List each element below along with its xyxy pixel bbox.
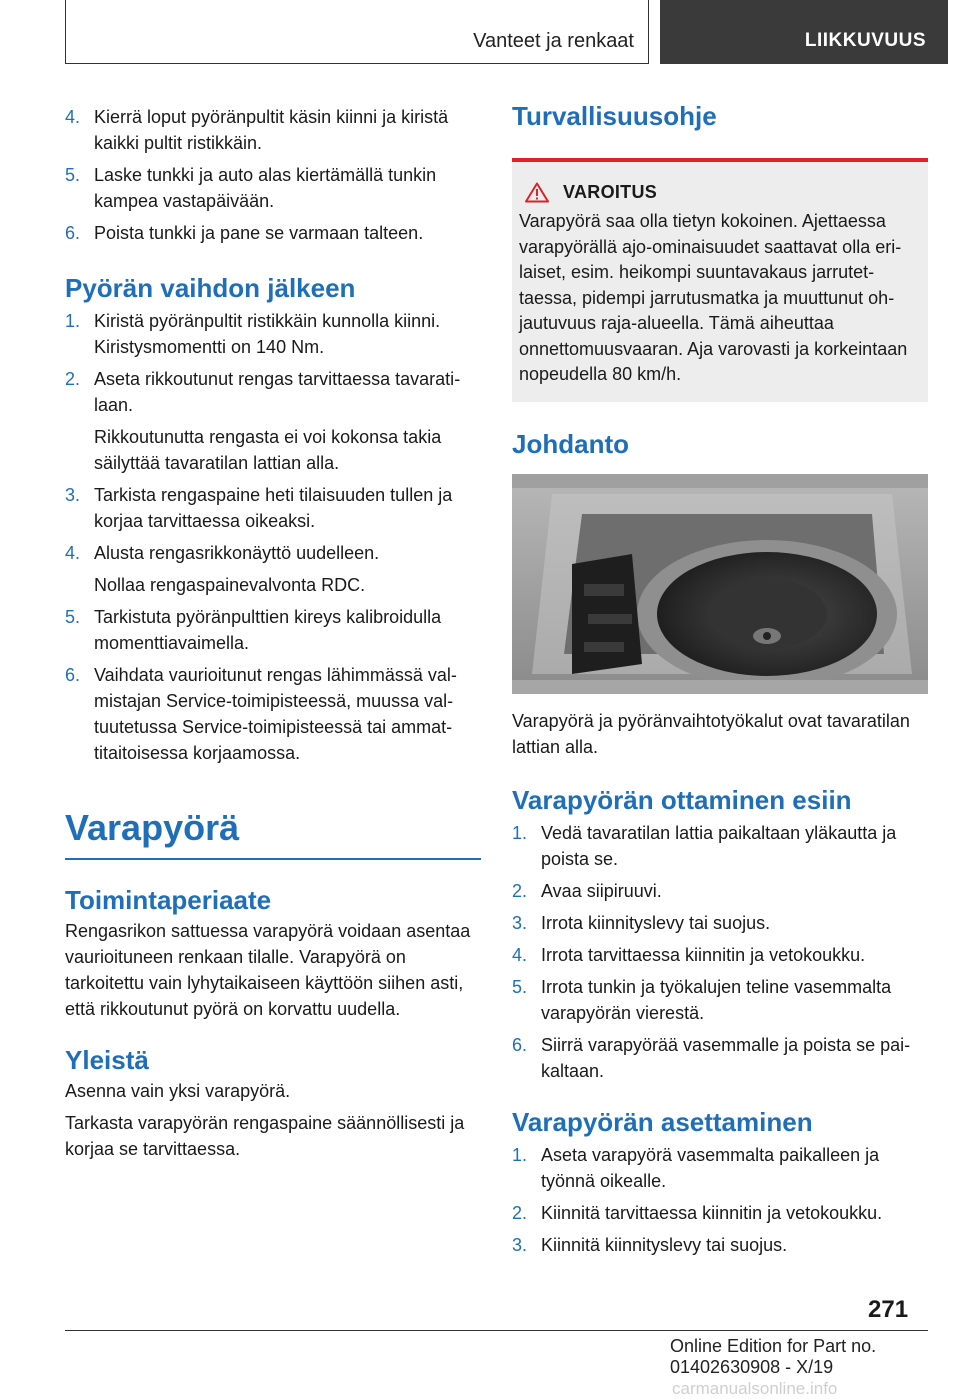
intro-heading: Johdanto [512,428,629,459]
general-text-2: Tarkasta varapyörän rengaspaine säännöllisesti ja korjaa se tarvittaessa. [65,1112,465,1159]
list-item: 4. Alusta rengasrikkonäyttö uudelleen. Nollaa rengaspainevalvonta RDC. [65,543,380,595]
list-item: 6. Siirrä varapyörää vasemmalle ja poista se paikaltaan. [512,1034,911,1081]
warning-title-row [519,182,920,203]
header-chapter-tab [660,0,948,64]
page-number: 271 [868,1296,909,1323]
footer-rule [65,1330,928,1331]
section-title: Vanteet ja renkaat [473,30,634,52]
list-item: 6. Vaihdata vaurioitunut rengas lähimmässä valmistajan Service-toimipisteessä, muussa valtuutetussa Service-toimipisteessä tai ammattitaitoisessa korjaamossa. [65,665,457,763]
list-item: 4. Kierrä loput pyöränpultit käsin kiinni ja kiristä kaikki pultit ristikkäin. [65,107,449,153]
edition-text: Online Edition for Part no. 01402630908 - X/19 [670,1336,877,1377]
after-change-list [65,308,481,766]
top-steps-list [65,104,481,246]
list-item: 6. Poista tunkki ja pane se varmaan talteen. [65,223,424,243]
spare-wheel-photo [512,474,928,694]
chapter-title: LIIKKUVUUS [804,30,926,51]
list-item: 5. Tarkistuta pyöränpulttien kireys kalibroidulla momenttiavaimella. [65,607,442,653]
after-change-heading: Pyörän vaihdon jälkeen [65,273,356,303]
watermark-text: carmanualsonline.info [672,1379,838,1398]
principle-text: Rengasrikon sattuessa varapyörä voidaan asentaa vaurioituneen renkaan tilalle. Varapyörä on tarkoitettu vain lyhytaikaiseen käyttöön siihen asti, että rikkoutunut pyörä on korvattu uudella. [65,920,471,1019]
list-item: 3. Tarkista rengaspaine heti tilaisuuden tullen ja korjaa tarvittaessa oikeaksi. [65,485,453,531]
left-column [65,104,481,1162]
footer-edition [670,1336,960,1399]
list-item: 1. Vedä tavaratilan lattia paikaltaan yläkautta ja poista se. [512,822,897,869]
fit-heading: Varapyörän asettaminen [512,1106,813,1137]
general-text-1: Asenna vain yksi varapyörä. [65,1080,291,1101]
list-item: 2. Avaa siipiruuvi. [512,880,662,901]
remove-steps-list [512,820,928,1084]
principle-heading: Toimintaperiaate [65,884,272,915]
warning-title: VAROITUS [563,182,658,202]
right-column [512,100,928,1264]
list-item: 1. Kiristä pyöränpultit ristikkäin kunnolla kiinni. Kiristysmomentti on 140 Nm. [65,311,441,357]
list-item: 2. Kiinnitä tarvittaessa kiinnitin ja vetokoukku. [512,1202,883,1223]
warning-box [512,158,928,402]
photo-caption: Varapyörä ja pyöränvaihtotyökalut ovat tavaratilan lattian alla. [512,710,910,757]
safety-heading: Turvallisuusohje [512,101,717,131]
fit-steps-list [512,1142,928,1258]
general-heading: Yleistä [65,1044,149,1075]
list-item: 1. Aseta varapyörä vasemmalta paikalleen ja työnnä oikealle. [512,1144,880,1191]
warning-text: Varapyörä saa olla tietyn kokoinen. Ajettaessa varapyörällä ajo-ominaisuudet saattavat olla erilaiset, esim. heikompi suuntavakaus jarrutettaessa, pidempi jarrutusmatka ja muuttunut ohjautuvuus raja-alueella. Tämä aiheuttaa onnettomuusvaaran. Aja varovasti ja korkeintaan nopeudella 80 km/h. [519,211,908,384]
list-item: 5. Irrota tunkin ja työkalujen teline vasemmalta varapyörän vierestä. [512,976,892,1023]
list-item: 3. Irrota kiinnityslevy tai suojus. [512,912,771,933]
remove-heading: Varapyörän ottaminen esiin [512,784,852,815]
header-section-tab [65,0,649,64]
warning-triangle-icon [525,182,549,203]
spare-wheel-heading: Varapyörä [65,807,240,848]
list-item: 4. Irrota tarvittaessa kiinnitin ja vetokoukku. [512,944,866,965]
list-item: 5. Laske tunkki ja auto alas kiertämällä tunkin kampea vastapäivään. [65,165,437,211]
heading-rule [65,858,481,860]
list-item: 2. Aseta rikkoutunut rengas tarvittaessa tavaratilaan. Rikkoutunutta rengasta ei voi kokonsa takia säilyttää tavaratilan lattian alla. [65,369,461,473]
list-item: 3. Kiinnitä kiinnityslevy tai suojus. [512,1234,788,1255]
